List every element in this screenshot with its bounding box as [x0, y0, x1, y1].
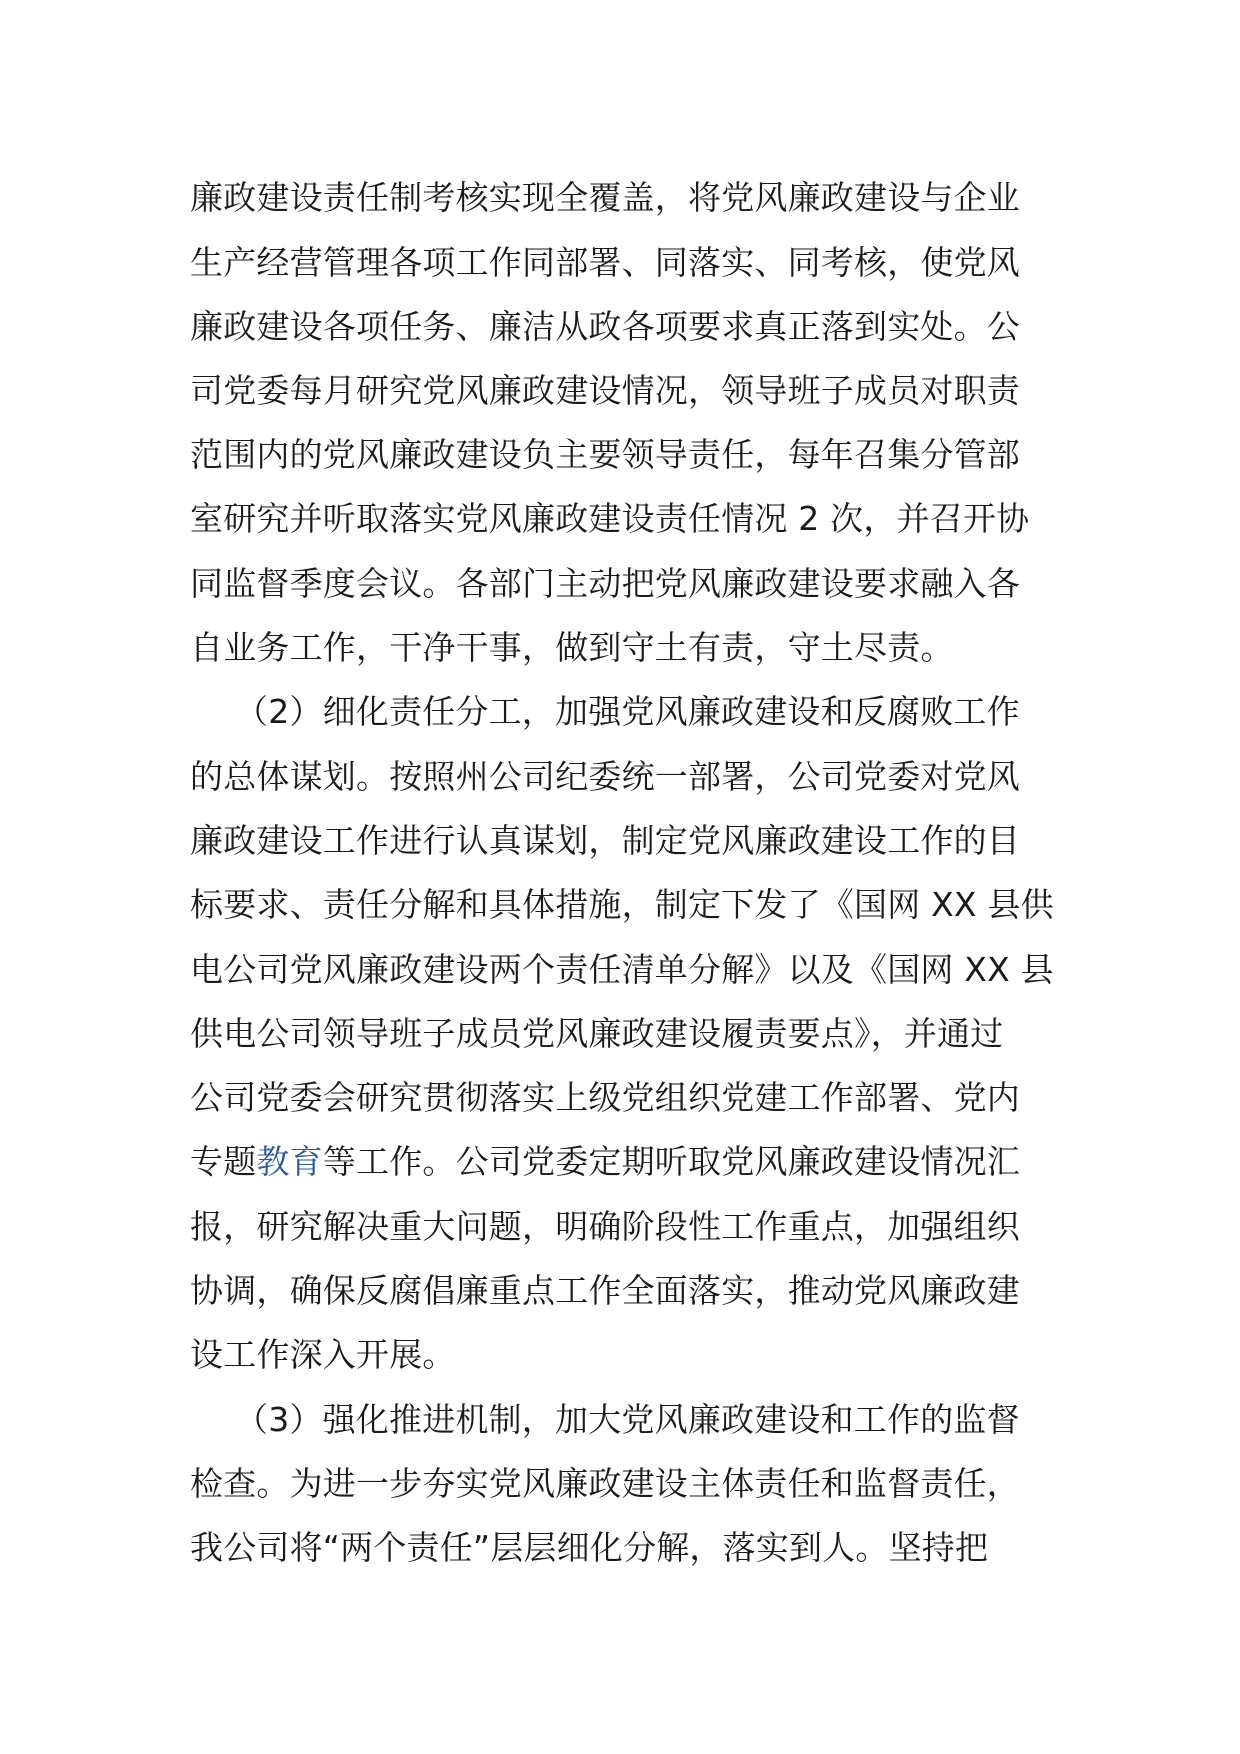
- text-segment: 等工作。公司党委定期听取党风廉政建设情况汇: [322, 1142, 1021, 1181]
- text-line: 生产经营管理各项工作同部署、同落实、同考核，使党风: [190, 243, 1020, 282]
- paragraph-3-heading-line: （3）强化推进机制，加大党风廉政建设和工作的监督: [235, 1400, 1020, 1439]
- text-line: 的总体谋划。按照州公司纪委统一部署，公司党委对党风: [190, 757, 1020, 796]
- text-line: 供电公司领导班子成员党风廉政建设履责要点》，并通过: [190, 1014, 1004, 1053]
- text-line: 室研究并听取落实党风廉政建设责任情况 2 次，并召开协: [190, 499, 1030, 538]
- text-line: 公司党委会研究贯彻落实上级党组织党建工作部署、党内: [190, 1078, 1020, 1117]
- education-link[interactable]: 教育: [256, 1142, 323, 1181]
- text-segment: 专题: [190, 1142, 257, 1181]
- paragraph-2-heading-line: （2）细化责任分工，加强党风廉政建设和反腐败工作: [235, 692, 1020, 731]
- text-line: 报，研究解决重大问题，明确阶段性工作重点，加强组织: [190, 1207, 1020, 1246]
- text-line: 范围内的党风廉政建设负主要领导责任，每年召集分管部: [190, 435, 1020, 474]
- text-line: 廉政建设责任制考核实现全覆盖，将党风廉政建设与企业: [190, 178, 1020, 217]
- text-line: 电公司党风廉政建设两个责任清单分解》以及《国网 XX 县: [190, 950, 1054, 989]
- text-line: 设工作深入开展。: [190, 1335, 456, 1374]
- text-line: 协调，确保反腐倡廉重点工作全面落实，推动党风廉政建: [190, 1271, 1020, 1310]
- text-line-with-link: [190, 1142, 1020, 1182]
- text-line: 检查。为进一步夯实党风廉政建设主体责任和监督责任，: [190, 1464, 1020, 1503]
- text-line: 自业务工作，干净干事，做到守土有责，守土尽责。: [190, 628, 954, 667]
- text-line: 标要求、责任分解和具体措施，制定下发了《国网 XX 县供: [190, 885, 1054, 924]
- text-line: 司党委每月研究党风廉政建设情况，领导班子成员对职责: [190, 371, 1020, 410]
- text-line: 同监督季度会议。各部门主动把党风廉政建设要求融入各: [190, 564, 1020, 603]
- text-line: 廉政建设各项任务、廉洁从政各项要求真正落到实处。公: [190, 307, 1020, 346]
- text-line: 廉政建设工作进行认真谋划，制定党风廉政建设工作的目: [190, 821, 1020, 860]
- text-line: 我公司将“两个责任”层层细化分解，落实到人。坚持把: [190, 1528, 989, 1567]
